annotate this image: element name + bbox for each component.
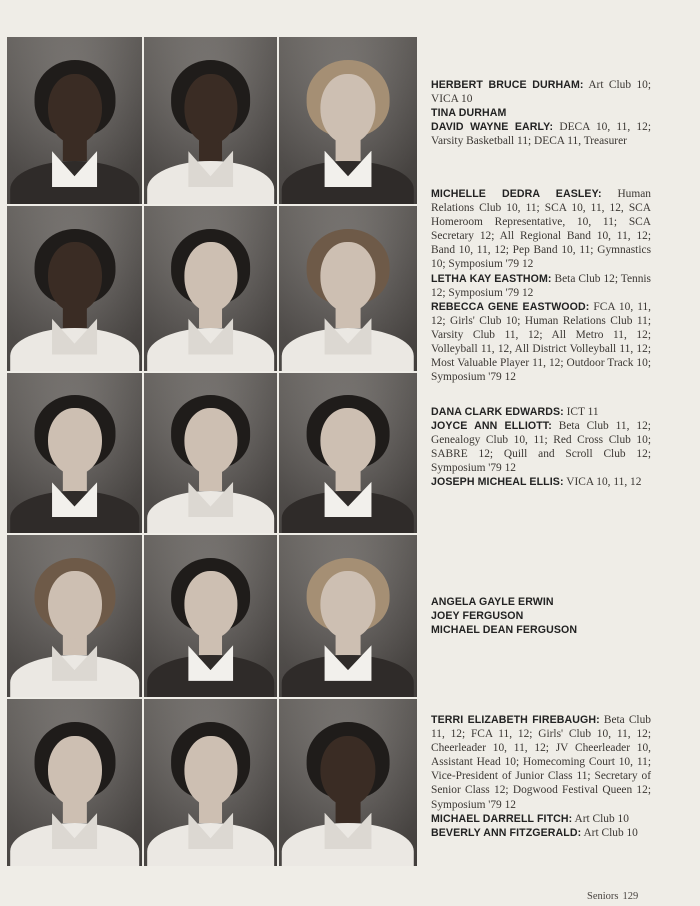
- student-activities: Art Club 10: [583, 826, 638, 839]
- portrait-face: [48, 242, 102, 311]
- section-label: Seniors: [587, 891, 619, 902]
- student-activities: DECA 10, 11, 12; Varsity Basketball 11; DECA 11, Treasurer: [431, 121, 651, 148]
- caption-entry: [431, 419, 651, 475]
- portrait-face: [320, 571, 375, 639]
- caption-group-row-3: [431, 405, 651, 490]
- portrait-joyce-ann-elliott: [144, 373, 277, 533]
- page-number: 129: [622, 891, 639, 902]
- student-name: JOEY FERGUSON: [431, 610, 524, 623]
- portrait-david-wayne-early: [279, 37, 417, 204]
- portrait-michelle-dedra-easley: [7, 206, 142, 371]
- caption-entry: [431, 475, 651, 489]
- portrait-face: [48, 736, 102, 806]
- portrait-face: [320, 408, 375, 475]
- caption-group-row-1: [431, 78, 651, 148]
- student-activities: Art Club 10; VICA 10: [431, 79, 652, 106]
- caption-group-row-4: [431, 595, 651, 637]
- portrait-michael-darrell-fitch: [144, 699, 277, 866]
- caption-entry: [431, 595, 651, 609]
- student-activities: Human Relations Club 10, 11; SCA 10, 11, 12, SCA Homeroom Representative, 10, 11; SCA Secretary 12; All Regional Band 10, 11, 12; Band 10, 11, 12; Pep Band 10, 11; Gymnastics 10; Symposium '79 12: [431, 188, 651, 271]
- student-name: TERRI ELIZABETH FIREBAUGH:: [431, 714, 600, 726]
- portrait-grid: [7, 37, 417, 866]
- portrait-face: [320, 736, 375, 806]
- student-name: JOYCE ANN ELLIOTT:: [431, 420, 552, 433]
- portrait-face: [184, 571, 237, 639]
- caption-group-row-2: [431, 187, 651, 384]
- caption-entry: [431, 300, 651, 385]
- student-activities: Art Club 10: [574, 812, 629, 825]
- portrait-face: [48, 408, 102, 475]
- student-name: TINA DURHAM: [431, 107, 507, 120]
- caption-group-row-5: [431, 713, 651, 840]
- portrait-face: [320, 242, 375, 311]
- student-name: BEVERLY ANN FITZGERALD:: [431, 826, 582, 839]
- caption-entry: [431, 187, 651, 272]
- student-name: DANA CLARK EDWARDS:: [431, 406, 564, 418]
- portrait-beverly-ann-fitzgerald: [279, 699, 417, 866]
- student-name: REBECCA GENE EASTWOOD:: [431, 300, 590, 313]
- portrait-face: [48, 74, 102, 144]
- student-name: ANGELA GAYLE ERWIN: [431, 596, 554, 608]
- caption-entry: [431, 106, 651, 120]
- portrait-tina-durham: [144, 37, 277, 204]
- caption-entry: [431, 120, 651, 148]
- caption-entry: [431, 272, 651, 300]
- student-name: JOSEPH MICHEAL ELLIS:: [431, 476, 564, 489]
- student-name: MICHELLE DEDRA EASLEY:: [431, 188, 602, 200]
- portrait-rebecca-gene-eastwood: [279, 206, 417, 371]
- portrait-terri-elizabeth-firebaugh: [7, 699, 142, 866]
- caption-entry: [431, 812, 651, 826]
- student-name: MICHAEL DARRELL FITCH:: [431, 812, 573, 825]
- portrait-face: [320, 74, 375, 144]
- portrait-joey-ferguson: [144, 535, 277, 697]
- student-name: DAVID WAYNE EARLY:: [431, 121, 554, 134]
- student-name: MICHAEL DEAN FERGUSON: [431, 624, 578, 637]
- portrait-herbert-bruce-durham: [7, 37, 142, 204]
- caption-entry: [431, 826, 651, 840]
- student-activities: Beta Club 11, 12; FCA 11, 12; Girls' Club 10, 11, 12; Cheerleader 10, 11, 12; JV Cheerleader 10, Assistant Head 10; Homecoming Court 10, 11; Vice-President of Junior Class 11; Secretary of Senior Class 12; Dogwood Festival Queen 12; Symposium '79 12: [431, 714, 651, 811]
- student-activities: FCA 10, 11, 12; Girls' Club 10; Human Relations Club 11; Varsity Club 11, 12; All Metro 11, 12; Volleyball 11, 12, All District Volleyball 11, 12; Most Valuable Player 11, 12; Outdoor Track 10; Symposium '79 12: [431, 300, 652, 384]
- caption-entry: [431, 405, 651, 419]
- portrait-face: [184, 74, 237, 144]
- page-footer: [587, 891, 638, 902]
- student-activities: Beta Club 11, 12; Genealogy Club 10, 11; Red Cross Club 10; SABRE 12; Quill and Scroll Club 12; Symposium '79 12: [431, 420, 651, 475]
- portrait-face: [48, 571, 102, 639]
- portrait-michael-dean-ferguson: [279, 535, 417, 697]
- student-name: LETHA KAY EASTHOM:: [431, 272, 552, 285]
- portrait-joseph-micheal-ellis: [279, 373, 417, 533]
- portrait-letha-kay-easthom: [144, 206, 277, 371]
- caption-entry: [431, 609, 651, 623]
- student-activities: Beta Club 12; Tennis 12; Symposium '79 12: [431, 272, 651, 299]
- portrait-face: [184, 736, 237, 806]
- student-activities: VICA 10, 11, 12: [566, 476, 642, 489]
- portrait-angela-gayle-erwin: [7, 535, 142, 697]
- portrait-face: [184, 242, 237, 311]
- caption-entry: [431, 713, 651, 812]
- caption-entry: [431, 623, 651, 637]
- portrait-dana-clark-edwards: [7, 373, 142, 533]
- student-name: HERBERT BRUCE DURHAM:: [431, 79, 584, 91]
- student-activities: ICT 11: [566, 406, 599, 418]
- portrait-face: [184, 408, 237, 475]
- caption-entry: [431, 78, 651, 106]
